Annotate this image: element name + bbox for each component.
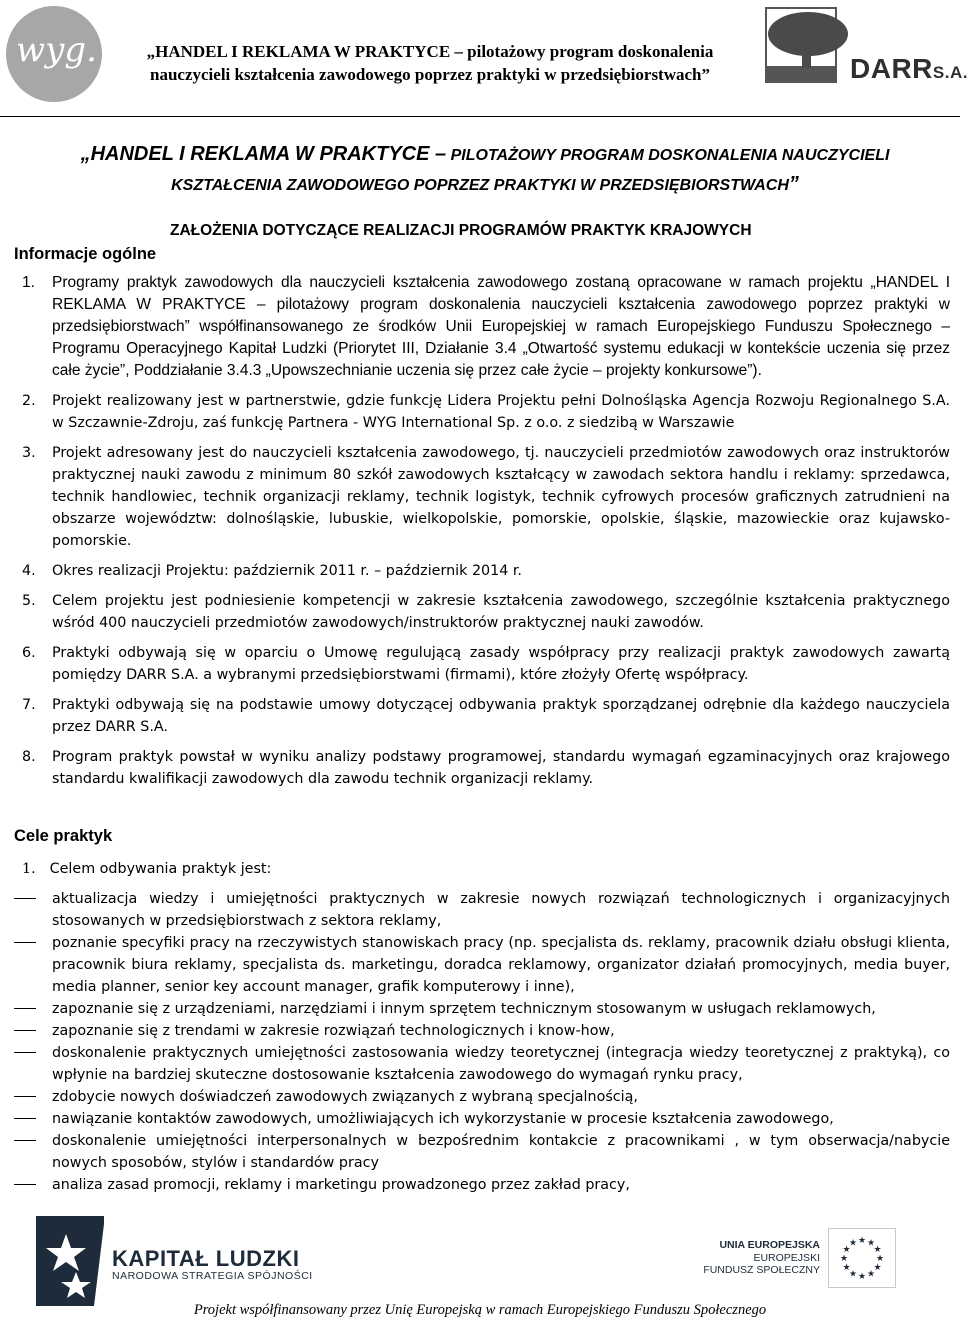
bullet-item: [14, 998, 950, 1020]
dash-bullet-icon: [14, 1052, 36, 1053]
item-text: Projekt realizowany jest w partnerstwie, gdzie funkcję Lidera Projektu pełni Dolnośląska Agencja Rozwoju Regionalnego S.A. w Szczawnie-Zdroju, zaś funkcję Partnera - WYG International Sp. z o.o. z siedzibą w Warszawie: [52, 393, 950, 431]
bullet-text: doskonalenie praktycznych umiejętności zastosowania wiedzy teoretycznej (integracja wiedzy teoretycznej z praktyką), co wpłynie na bardziej skuteczne dostosowanie kształcenia zawodowego do wymagań rynku pracy,: [52, 1045, 950, 1083]
darr-logo-ground: [766, 66, 836, 82]
header-title-line2: nauczycieli kształcenia zawodowego poprzez praktyki w przedsiębiorstwach”: [150, 65, 710, 84]
list-item: [14, 590, 950, 634]
eu-flag-stars-icon: [828, 1228, 896, 1288]
item-text: Program praktyk powstał w wyniku analizy podstawy programowej, standardu wymagań egzaminacyjnych oraz krajowego standardu kwalifikacji zawodowych dla zawodu technik organizacji reklamy.: [52, 749, 950, 787]
svg-text:★: ★: [842, 1263, 851, 1273]
header-title-line1: „HANDEL I REKLAMA W PRAKTYCE – pilotażowy program doskonalenia: [146, 42, 714, 61]
item-number: 4.: [22, 563, 36, 579]
item-text: Praktyki odbywają się na podstawie umowy dotyczącej odbywania praktyk sporządzanej odrębnie dla każdego nauczyciela przez DARR S.A.: [52, 697, 950, 735]
goals-intro: [22, 858, 271, 880]
bullet-text: aktualizacja wiedzy i umiejętności praktycznych w zakresie nowych rozwiązań technologicznych i organizacyjnych stosowanych w przedsiębiorstwach z sektora reklamy,: [52, 891, 950, 929]
main-title-line2-end: ”: [788, 173, 799, 195]
bullet-item: [14, 932, 950, 998]
list-item: [14, 390, 950, 434]
svg-text:★: ★: [842, 1245, 851, 1255]
bullet-item: [14, 1174, 950, 1196]
svg-text:★: ★: [857, 1272, 867, 1282]
goals-intro-text: Celem odbywania praktyk jest:: [49, 861, 272, 877]
list-item: [14, 560, 950, 582]
eu-star-ring: [840, 1236, 884, 1282]
main-title-line2: [40, 170, 930, 200]
item-text: Praktyki odbywają się w oparciu o Umowę regulującą zasady współpracy przy realizacji praktyk zawodowych zawartą pomiędzy DARR S.A. a wybranymi przedsiębiorstwami (firmami), które złożyły Ofertę współpracy.: [52, 645, 950, 683]
svg-text:★: ★: [857, 1236, 867, 1246]
ue-line1: UNIA EUROPEJSKA: [719, 1239, 820, 1251]
list-item: [14, 442, 950, 552]
svg-text:★: ★: [873, 1263, 882, 1273]
bullet-text: doskonalenie umiejętności interpersonalnych w bezpośrednim kontakcie z pracownikami , w tym obserwacja/nabycie nowych sposobów, stylów i standardów pracy: [52, 1133, 950, 1171]
svg-text:★: ★: [875, 1254, 885, 1264]
svg-text:★: ★: [866, 1238, 876, 1249]
goals-heading: Cele praktyk: [14, 827, 113, 845]
header-divider: [0, 116, 960, 117]
main-title-line2-text: KSZTAŁCENIA ZAWODOWEGO POPRZEZ PRAKTYKI W PRZEDSIĘBIORSTWACH: [171, 177, 789, 194]
dash-bullet-icon: [14, 1008, 36, 1009]
main-title-line1-big: „HANDEL I REKLAMA W PRAKTYCE –: [80, 143, 447, 165]
item-number: 1.: [22, 274, 35, 291]
header-title: [110, 40, 750, 86]
darr-logo-text: [850, 54, 968, 88]
bullet-text: nawiązanie kontaktów zawodowych, umożliwiających ich wykorzystanie w procesie kształcenia zawodowego,: [52, 1111, 834, 1127]
cofinancing-note: Projekt współfinansowany przez Unię Europejską w ramach Europejskiego Funduszu Społecznego: [193, 1302, 767, 1318]
item-text: Programy praktyk zawodowych dla nauczycieli kształcenia zawodowego zostaną opracowane w ramach projektu „HANDEL I REKLAMA W PRAKTYCE – pilotażowy program doskonalenia nauczycieli kształcenia zawodowego poprzez praktyki w przedsiębiorstwach” współfinansowanego ze środków Unii Europejskiej w ramach Europejskiego Funduszu Społecznego – Programu Operacyjnego Kapitał Ludzki (Priorytet III, Działanie 3.4 „Otwartość systemu edukacji w kontekście uczenia się przez całe życie”, Poddziałanie 3.4.3 „Upowszechnianie uczenia się przez całe życie – projekty konkursowe”).: [52, 274, 950, 379]
dash-bullet-icon: [14, 1118, 36, 1119]
kapital-ludzki-title: KAPITAŁ LUDZKI: [112, 1246, 300, 1271]
item-number: 8.: [22, 749, 36, 765]
bullet-text: zapoznanie się z urządzeniami, narzędziami i innym sprzętem technicznym stosowanym w usługach reklamowych,: [52, 1001, 876, 1017]
section-subtitle: ZAŁOŻENIA DOTYCZĄCE REALIZACJI PROGRAMÓW PRAKTYK KRAJOWYCH: [170, 222, 752, 239]
bullet-item: [14, 1130, 950, 1174]
svg-text:★: ★: [866, 1269, 876, 1280]
item-number: 2.: [22, 393, 36, 409]
bullet-text: analiza zasad promocji, reklamy i marketingu prowadzonego przez zakład pracy,: [52, 1177, 630, 1193]
wyg-logo-text: wyg.: [16, 30, 97, 70]
dash-bullet-icon: [14, 942, 36, 943]
bullet-item: [14, 1020, 950, 1042]
kapital-ludzki-subtitle: NARODOWA STRATEGIA SPÓJNOŚCI: [112, 1270, 313, 1282]
item-text: Okres realizacji Projektu: październik 2011 r. – październik 2014 r.: [52, 563, 522, 579]
item-number: 6.: [22, 645, 36, 661]
darr-tree-trunk: [802, 46, 811, 68]
item-number: 7.: [22, 697, 36, 713]
svg-text:★: ★: [839, 1254, 849, 1264]
dash-bullet-icon: [14, 1030, 36, 1031]
bullet-item: [14, 1108, 950, 1130]
dash-bullet-icon: [14, 1096, 36, 1097]
svg-text:★: ★: [848, 1238, 858, 1249]
item-text: Projekt adresowany jest do nauczycieli kształcenia zawodowego, tj. nauczycieli przedmiotów zawodowych oraz instruktorów praktycznej nauki zawodu z minimum 80 szkół zawodowych kształcący w zawodach sektora handlu i reklamy: sprzedawca, technik handlowiec, technik organizacji reklamy, technik logistyk, technik cyfrowych procesów graficznych zatrudnieni na obszarze województw: dolnośląskie, lubuskie, wielkopolskie, pomorskie, opolskie, śląskie, mazowieckie oraz kujawsko-pomorskie.: [52, 445, 950, 549]
list-item: [14, 272, 950, 382]
main-title: [40, 140, 930, 200]
general-info-list: [14, 272, 950, 798]
goals-number: 1.: [22, 861, 36, 877]
main-title-line1-rest: PILOTAŻOWY PROGRAM DOSKONALENIA NAUCZYCIELI: [446, 147, 890, 164]
bullet-text: zapoznanie się z trendami w zakresie rozwiązań technologicznych i know-how,: [52, 1023, 615, 1039]
dash-bullet-icon: [14, 1140, 36, 1141]
ue-line3: FUNDUSZ SPOŁECZNY: [703, 1264, 820, 1276]
darr-name: DARR: [850, 53, 933, 84]
main-title-line1: [40, 140, 930, 170]
ue-line2: EUROPEJSKI: [753, 1251, 820, 1264]
item-text: Celem projektu jest podniesienie kompetencji w zakresie kształcenia zawodowego, szczególnie kształcenia praktycznego wśród 400 nauczycieli przedmiotów zawodowych/instruktorów praktycznej nauki zawodów.: [52, 593, 950, 631]
item-number: 5.: [22, 593, 36, 609]
goals-bullet-list: [14, 888, 950, 1196]
item-number: 3.: [22, 445, 36, 461]
dash-bullet-icon: [14, 898, 36, 899]
list-item: [14, 746, 950, 790]
svg-text:★: ★: [873, 1245, 882, 1255]
eu-fund-label: [700, 1239, 820, 1277]
bullet-item: [14, 1086, 950, 1108]
dash-bullet-icon: [14, 1184, 36, 1185]
svg-text:★: ★: [848, 1269, 858, 1280]
list-item: [14, 694, 950, 738]
bullet-text: zdobycie nowych doświadczeń zawodowych związanych z wybraną specjalnością,: [52, 1089, 638, 1105]
darr-suffix: S.A.: [932, 63, 968, 82]
list-item: [14, 642, 950, 686]
info-heading: Informacje ogólne: [14, 245, 157, 263]
bullet-item: [14, 888, 950, 932]
bullet-item: [14, 1042, 950, 1086]
bullet-text: poznanie specyfiki pracy na rzeczywistych stanowiskach pracy (np. specjalista ds. reklamy, pracownik działu obsługi klienta, pracownik biura reklamy, specjalista ds. marketingu, doradca reklamowy, organizator działań promocyjnych, media buyer, media planner, senior key account manager, grafik komputerowy i inne),: [52, 935, 950, 995]
